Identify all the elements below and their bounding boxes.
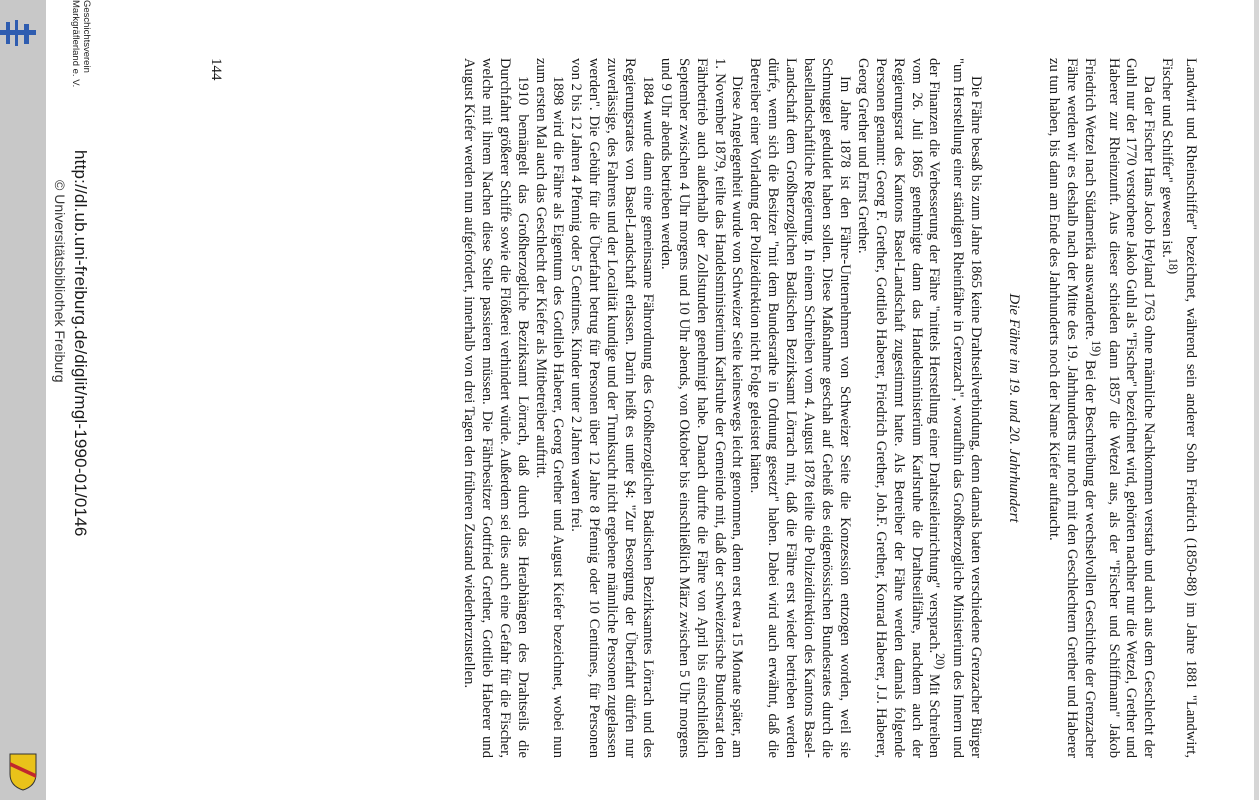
paragraph: 1898 wird die Fähre als Eigentum des Gottlieb Haberer, Georg Grether und August Kiefer bezeichnet, wobei nun zum ersten Mal auch das Geschlecht der Kiefer als Mitbetreiber auftritt.: [532, 58, 567, 758]
paragraph: [853, 58, 984, 758]
society-line: Markgräflerland e. V.: [70, 0, 81, 88]
footnote-ref: 20): [933, 653, 948, 670]
paragraph-text: Da der Fischer Hans Jacob Heyland 1763 ohne männliche Nachkommen verstarb und auch aus dem Geschlecht der Guhl nur der 1770 verstorbene Jakob Guhl als "Fischer" bezeichnet wird, gehörten nachher nur die Wetzel, Grether und Haberer zur Rheinzunft. Aus dieser schieden dann 1857 die Wetzel aus, als der "Fischer und Schiffmann" Jakob Friedrich Wetzel nach Südamerika auswanderte.: [1081, 58, 1158, 758]
society-emblem-icon: [8, 752, 38, 792]
permalink-url[interactable]: http://dl.ub.uni-freiburg.de/diglit/mgl-1990-01/0146: [71, 150, 90, 537]
viewer-left-gutter: [0, 0, 46, 800]
paragraph-text: Landwirt und Rheinschiffer" bezeichnet, während sein anderer Sohn Friedrich (1850-88) im Jahre 1881 "Landwirt, Fischer und Schiffer" gewesen ist.: [1159, 58, 1199, 758]
society-name: [70, 0, 92, 150]
paragraph-text: Bei der Beschreibung der wechselvollen Geschichte der Grenzacher Fähre werden wir es deshalb nach der Mitte des 19. Jahrhunderts nur noch mit den Geschlechtern Grether und Haberer zu tun haben, bis dann am Ende des Jahrhunderts noch der Name Kiefer auftaucht.: [1045, 58, 1098, 758]
paragraph: Diese Angelegenheit wurde von Schweizer Seite keineswegs leicht genommen, denn erst etwa 15 Monate später, am 1. November 1879, teilte das Handelsministerium Karlsruhe der Gemeinde mit, daß der schweizerische Bundesrat den Fährbetrieb auch außerhalb der Zollstunden genehmigt habe. Danach durfte die Fähre von April bis einschließlich September zwischen 4 Uhr morgens und 10 Uhr abends, von Oktober bis einschließlich März zwischen 5 Uhr morgens und 9 Uhr abends betrieben werden.: [657, 58, 746, 758]
paragraph: [1044, 58, 1157, 758]
footnote-ref: 19): [1088, 340, 1103, 357]
document-page: [46, 0, 1254, 800]
paragraph-text: Mit Schreiben vom 26. Juli 1865 genehmigte dann das Handelsministerium Karlsruhe die Drahtseilfähre, nachdem auch der Regierungsrat des Kantons Basel-Landschaft zugestimmt hatte. Als Betreiber der Fähre werden damals folgende Personen genannt: Georg F. Grether, Gottlieb Haberer, Friedrich Grether, Joh.F. Grether, Konrad Haberer, J.J. Haberer, Georg Grether und Ernst Grether.: [854, 58, 943, 758]
paragraph: 1884 wurde dann eine gemeinsame Fährordnung des Großherzoglichen Badischen Bezirksamtes Lörrach und des Regierungsrates von Basel-Landschaft erlassen. Darin heißt es unter §4: "Zur Besorgung der Überfahrt dürfen nur zuverlässige, des Fahrens und der Localität kundige und der Trunksucht nicht ergebene männliche Personen zugelassen werden". Die Gebühr für die Überfahrt betrug für Personen über 12 Jahre 8 Pfennig oder 10 Centimes, für Personen von 2 bis 12 Jahren 4 Pfennig oder 5 Centimes. Kinder unter 2 Jahren waren frei.: [568, 58, 656, 758]
text-column: [459, 58, 1199, 758]
copyright-notice: © Universitätsbibliothek Freiburg: [52, 180, 68, 383]
section-heading: Die Fähre im 19. und 20. Jahrhundert: [1006, 293, 1023, 523]
paragraph: 1910 bemängelt das Großherzogliche Bezirksamt Lörrach, daß durch das Herabhängen des Drahtseils die Durchfahrt größerer Schiffe sowie die Flößerei verhindert würde. Außerdem sei dies auch eine Gefahr für die Fischer, welche mit ihrem Nachen diese Stelle passieren müssen. Die Fährbesitzer Gottfried Grether, Gottlieb Haberer und August Kiefer werden nun aufgefordert, innerhalb von drei Tagen den früheren Zustand wiederherzustellen.: [460, 58, 531, 758]
footnote-ref: 18): [1166, 257, 1181, 275]
rotated-page: [46, 0, 1254, 800]
society-line: Geschichtsverein: [81, 0, 92, 73]
library-logo-icon: [0, 20, 40, 50]
page-number: 144: [208, 58, 224, 81]
paragraph: Im Jahre 1878 ist den Fähre-Unternehmern von Schweizer Seite die Konzession entzogen worden, weil sie Schmuggel geduldet haben sollen. Diese Maßnahme geschah auf Geheiß des eidgenössischen Bundesrates durch die basellandschaftliche Regierung. In einem Schreiben vom 4. August 1878 teilte die Polizeidirektion des Kantons Basel-Landschaft dem Großherzoglichen Badischen Bezirksamt Lörrach mit, daß die Fähre erst wieder betrieben werden dürfe, wenn sich die Besitzer "mit dem Bundesrathe in Ordnung gesetzt" haben. Dabei wird auch erwähnt, daß die Betreiber einer Vorladung der Polizeidirektion nicht Folge geleistet hätten.: [747, 58, 853, 758]
paragraph-text: Die Fähre besaß bis zum Jahre 1865 keine Drahtseilverbindung, denn damals baten verschiedene Grenzacher Bürger "um Herstellung einer ständigen Rheinfähre in Grenzach", woraufhin das Großherzogliche Ministerium des Innern und der Finanzen die Verbesserung der Fähre "mittels Herstellung einer Drahtseileinrichtung" versprach.: [926, 58, 985, 758]
paragraph: [1157, 58, 1199, 758]
footer-bar: [46, 0, 92, 800]
